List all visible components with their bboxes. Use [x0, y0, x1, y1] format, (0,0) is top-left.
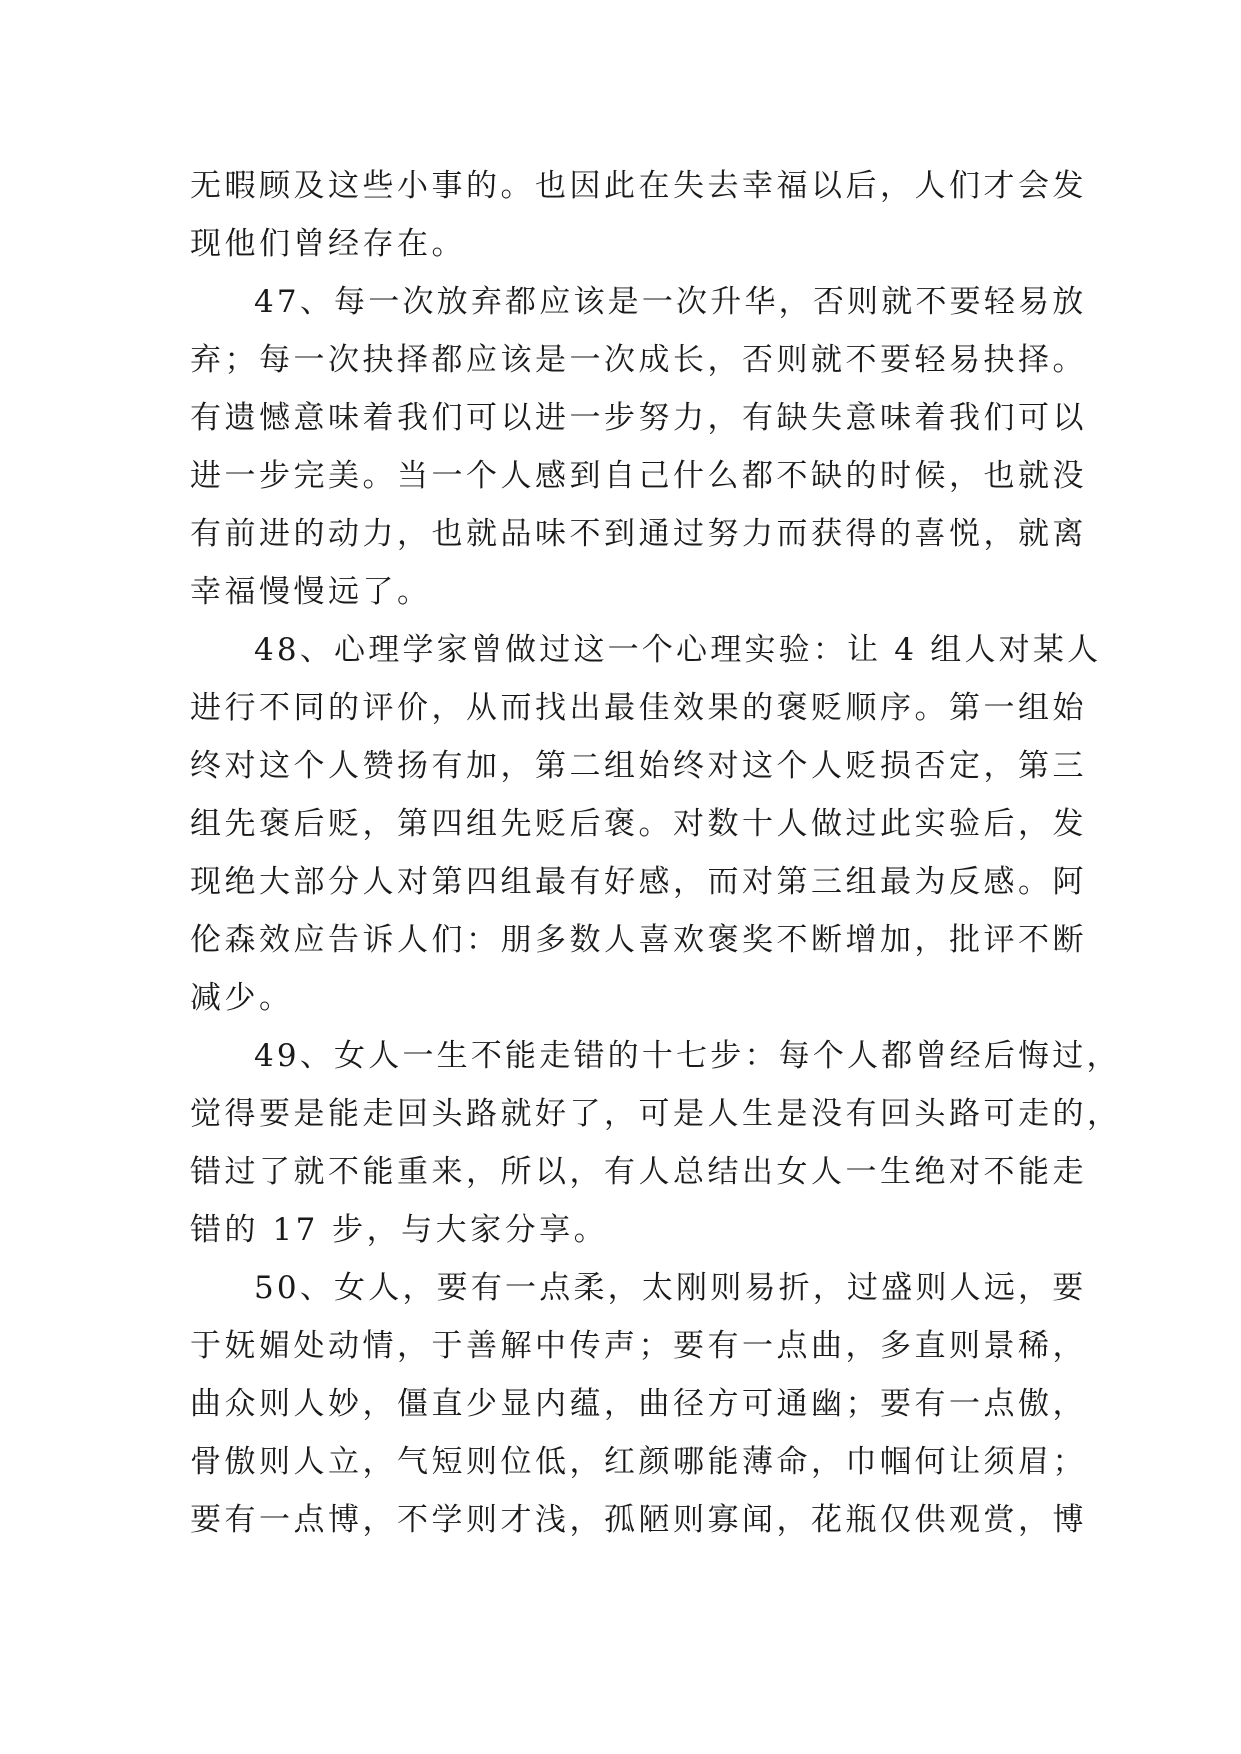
text-line: 无暇顾及这些小事的。也因此在失去幸福以后，人们才会发 [190, 168, 1087, 204]
text-line: 有前进的动力，也就品味不到通过努力而获得的喜悦，就离 [190, 516, 1087, 552]
paragraph-first-line: 48、心理学家曾做过这一个心理实验：让 4 组人对某人 [254, 632, 1102, 668]
text-line: 现他们曾经存在。 [190, 226, 466, 262]
text-line: 错过了就不能重来，所以，有人总结出女人一生绝对不能走 [190, 1154, 1087, 1190]
text-line: 弃；每一次抉择都应该是一次成长，否则就不要轻易抉择。 [190, 342, 1087, 378]
text-line: 进一步完美。当一个人感到自己什么都不缺的时候，也就没 [190, 458, 1087, 494]
text-line: 于妩媚处动情，于善解中传声；要有一点曲，多直则景稀， [190, 1328, 1087, 1364]
text-line: 组先褒后贬，第四组先贬后褒。对数十人做过此实验后，发 [190, 806, 1087, 842]
paragraph-first-line: 47、每一次放弃都应该是一次升华，否则就不要轻易放 [254, 284, 1087, 320]
text-line: 现绝大部分人对第四组最有好感，而对第三组最为反感。阿 [190, 864, 1087, 900]
text-line: 觉得要是能走回头路就好了，可是人生是没有回头路可走的， [190, 1096, 1122, 1132]
text-line: 进行不同的评价，从而找出最佳效果的褒贬顺序。第一组始 [190, 690, 1087, 726]
text-line: 终对这个人赞扬有加，第二组始终对这个人贬损否定，第三 [190, 748, 1087, 784]
text-line: 伦森效应告诉人们：朋多数人喜欢褒奖不断增加，批评不断 [190, 922, 1087, 958]
paragraph-first-line: 50、女人，要有一点柔，太刚则易折，过盛则人远，要 [254, 1270, 1087, 1306]
paragraph-first-line: 49、女人一生不能走错的十七步：每个人都曾经后悔过， [254, 1038, 1121, 1074]
text-line: 要有一点博，不学则才浅，孤陋则寡闻，花瓶仅供观赏，博 [190, 1502, 1087, 1538]
text-line: 幸福慢慢远了。 [190, 574, 432, 610]
text-line: 有遗憾意味着我们可以进一步努力，有缺失意味着我们可以 [190, 400, 1087, 436]
text-line: 减少。 [190, 980, 294, 1016]
text-line: 曲众则人妙，僵直少显内蕴，曲径方可通幽；要有一点傲， [190, 1386, 1087, 1422]
text-line: 骨傲则人立，气短则位低，红颜哪能薄命，巾帼何让须眉； [190, 1444, 1087, 1480]
text-line: 错的 17 步，与大家分享。 [190, 1212, 609, 1248]
